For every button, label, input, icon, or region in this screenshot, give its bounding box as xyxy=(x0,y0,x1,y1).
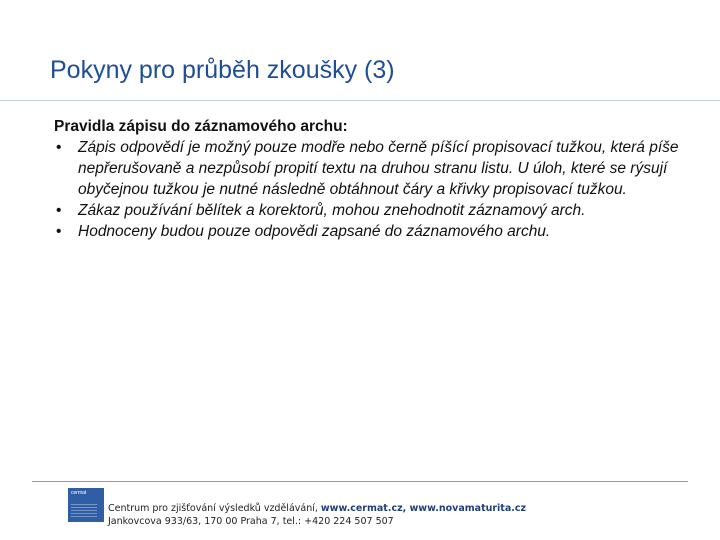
bullet-item xyxy=(54,137,694,200)
footer-divider xyxy=(32,481,688,482)
cermat-logo xyxy=(68,488,104,522)
footer-org-name: Centrum pro zjišťování výsledků vzdělávání, xyxy=(108,503,321,514)
bullet-text: Zákaz používání bělítek a korektorů, mohou znehodnotit záznamový arch. xyxy=(78,202,586,219)
bullet-item xyxy=(54,221,694,242)
title-divider xyxy=(0,100,720,101)
footer-links[interactable]: www.cermat.cz, www.novamaturita.cz xyxy=(320,503,527,514)
footer-line-2: Jankovcova 933/63, 170 00 Praha 7, tel.: +420 224 507 507 xyxy=(108,516,394,527)
footer-line-1 xyxy=(108,502,526,515)
logo-text: cermat xyxy=(71,490,87,496)
bullet-marker: • xyxy=(56,202,62,219)
logo-pattern xyxy=(71,504,97,518)
footer-info xyxy=(108,502,526,528)
bullet-text: Hodnoceny budou pouze odpovědi zapsané do záznamového archu. xyxy=(78,223,551,240)
bullet-text: Zápis odpovědí je možný pouze modře nebo černě píšící propisovací tužkou, která píše nepřerušovaně a nezpůsobí propití textu na druhou stranu listu. U úloh, které se rýsují obyčejnou tužkou je nutné následně obtáhnout čáry a křivky propisovací tužkou. xyxy=(78,139,679,198)
slide-content xyxy=(54,116,694,242)
bullet-marker: • xyxy=(56,139,62,156)
bullet-item xyxy=(54,200,694,221)
content-heading: Pravidla zápisu do záznamového archu: xyxy=(54,118,348,135)
slide-title: Pokyny pro průběh zkoušky (3) xyxy=(50,56,395,84)
bullet-list xyxy=(54,137,694,242)
bullet-marker: • xyxy=(56,223,62,240)
